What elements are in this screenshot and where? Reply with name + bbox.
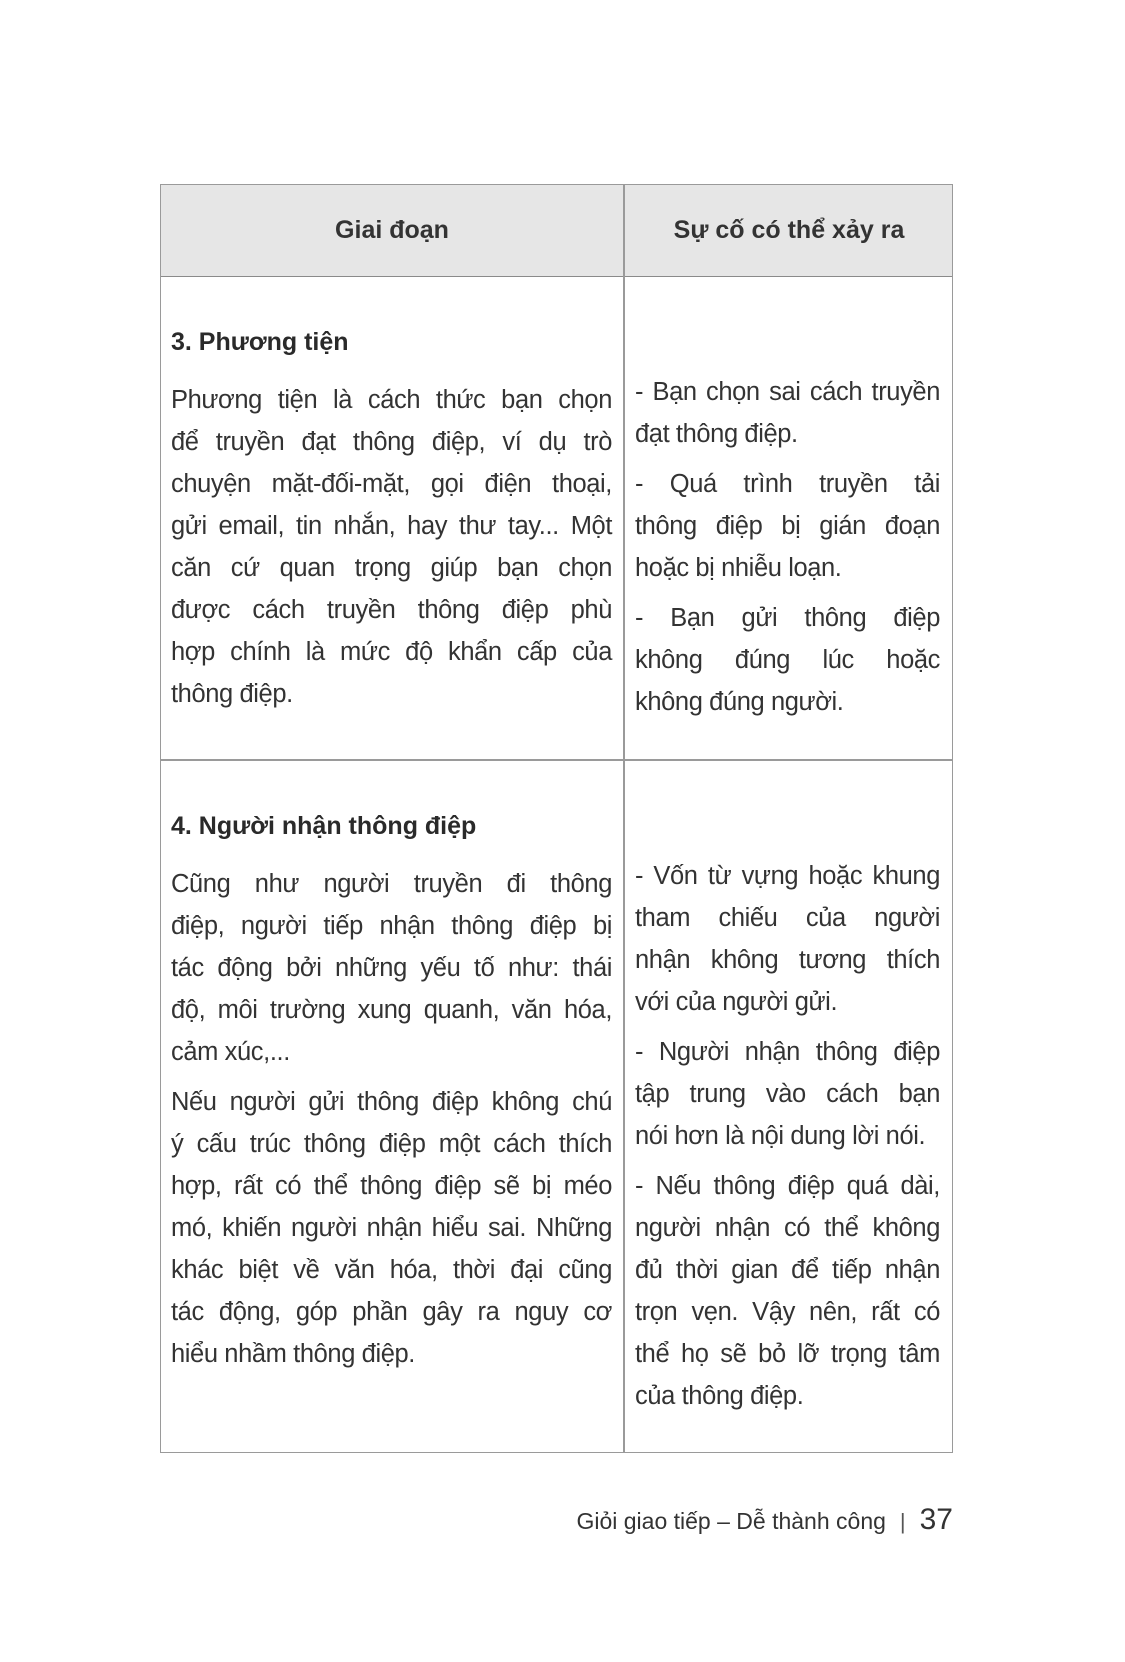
text-line: căn cứ quan trọng giúp bạn chọn (171, 554, 612, 582)
text-line: - Bạn gửi thông điệp (635, 604, 940, 632)
text-line: - Vốn từ vựng hoặc khung (635, 862, 940, 890)
header-issues: Sự cố có thể xảy ra (673, 216, 905, 244)
footer-separator: | (899, 1509, 906, 1534)
text-line: hợp chính là mức độ khẩn cấp của (171, 638, 612, 666)
page-number: 37 (919, 1503, 953, 1536)
row-3-stage-description (171, 379, 612, 715)
text-line: hợp, rất có thể thông điệp sẽ bị méo (171, 1172, 612, 1200)
text-line: - Quá trình truyền tải (635, 470, 940, 498)
text-line: trọn vẹn. Vậy nên, rất có (635, 1298, 940, 1326)
text-line: tác động bởi những yếu tố như: thái (171, 954, 612, 982)
text-line: được cách truyền thông điệp phù (171, 596, 612, 624)
text-line: của thông điệp. (635, 1382, 804, 1410)
text-line: gửi email, tin nhắn, hay thư tay... Một (171, 512, 612, 540)
text-line: mó, khiến người nhận hiểu sai. Những (171, 1214, 612, 1242)
text-line: nói hơn là nội dung lời nói. (635, 1122, 926, 1150)
text-line: tham chiếu của người (635, 904, 940, 932)
text-line: đủ thời gian để tiếp nhận (635, 1256, 940, 1284)
text-line: thông điệp bị gián đoạn (635, 512, 940, 540)
text-line: ý cấu trúc thông điệp một cách thích (171, 1130, 612, 1158)
text-line: - Người nhận thông điệp (635, 1038, 940, 1066)
text-line: khác biệt về văn hóa, thời đại cũng (171, 1256, 612, 1284)
header-stage: Giai đoạn (335, 216, 449, 244)
text-line: tập trung vào cách bạn (635, 1080, 940, 1108)
text-line: - Bạn chọn sai cách truyền (635, 378, 940, 406)
text-line: nhận không tương thích (635, 946, 940, 974)
text-line: cảm xúc,... (171, 1038, 290, 1066)
text-line: độ, môi trường xung quanh, văn hóa, (171, 996, 612, 1024)
book-title: Giỏi giao tiếp – Dễ thành công (576, 1508, 886, 1534)
text-line: chuyện mặt-đối-mặt, gọi điện thoại, (171, 470, 612, 498)
row-4-stage-title: 4. Người nhận thông điệp (171, 812, 477, 840)
text-line: đạt thông điệp. (635, 420, 798, 448)
row-3-stage-title: 3. Phương tiện (171, 328, 349, 356)
text-line: hoặc bị nhiễu loạn. (635, 554, 842, 582)
text-line: Phương tiện là cách thức bạn chọn (171, 386, 612, 414)
text-line: hiểu nhầm thông điệp. (171, 1340, 415, 1368)
text-line: không đúng lúc hoặc (635, 646, 940, 674)
text-line: với của người gửi. (635, 988, 838, 1016)
text-line: tác động, góp phần gây ra nguy cơ (171, 1298, 612, 1326)
row-3-issues (635, 371, 940, 723)
text-line: thông điệp. (171, 680, 293, 708)
row-divider (161, 759, 952, 761)
text-line: để truyền đạt thông điệp, ví dụ trò (171, 428, 612, 456)
text-line: không đúng người. (635, 688, 844, 716)
text-line: - Nếu thông điệp quá dài, (635, 1172, 940, 1200)
text-line: thể họ sẽ bỏ lỡ trọng tâm (635, 1340, 940, 1368)
text-line: Nếu người gửi thông điệp không chú (171, 1088, 612, 1116)
page-footer (576, 1503, 953, 1537)
text-line: người nhận có thể không (635, 1214, 940, 1242)
row-4-stage-description (171, 863, 612, 1375)
text-line: Cũng như người truyền đi thông (171, 870, 612, 898)
column-divider (623, 185, 625, 1452)
text-line: điệp, người tiếp nhận thông điệp bị (171, 912, 612, 940)
row-4-issues (635, 855, 940, 1417)
